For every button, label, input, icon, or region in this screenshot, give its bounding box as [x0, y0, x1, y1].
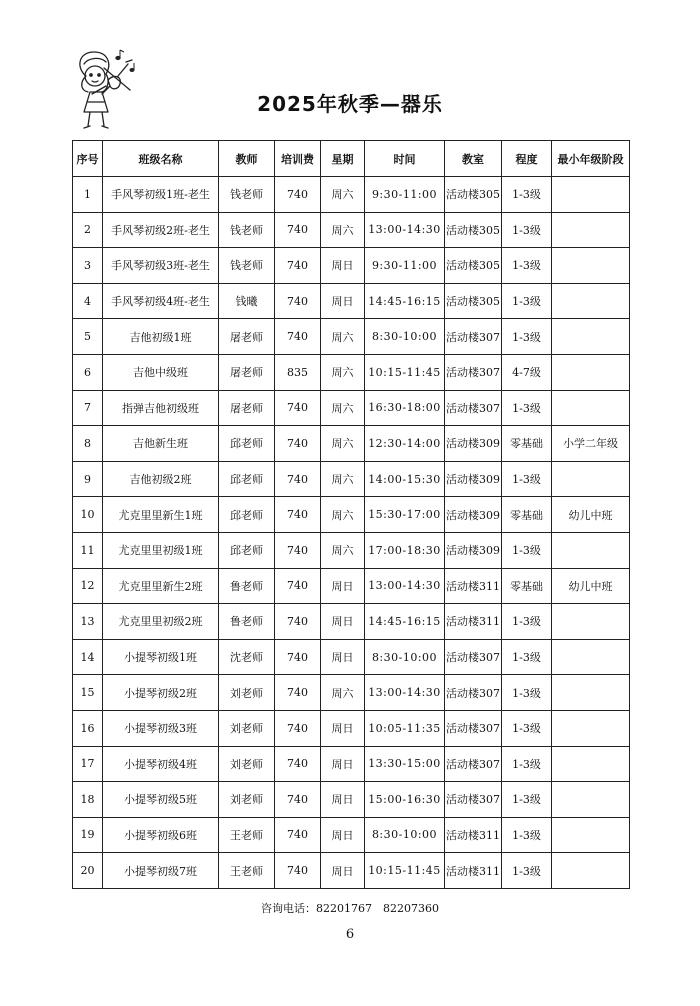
teacher-name-cell: 邱老师: [219, 497, 275, 533]
level-cell: 1-3级: [502, 532, 552, 568]
table-row: [73, 639, 630, 675]
level-cell: 零基础: [502, 497, 552, 533]
fee-cell: 740: [275, 568, 321, 604]
level-cell: 1-3级: [502, 675, 552, 711]
weekday-cell: 周六: [321, 497, 365, 533]
classroom-cell: 活动楼309: [445, 532, 502, 568]
fee-cell: 740: [275, 639, 321, 675]
class-name-cell: 尤克里里新生1班: [103, 497, 219, 533]
min-grade-cell: [552, 390, 630, 426]
table-row: [73, 604, 630, 640]
classroom-cell: 活动楼307: [445, 354, 502, 390]
classroom-cell: 活动楼307: [445, 710, 502, 746]
level-cell: 4-7级: [502, 354, 552, 390]
table-row: [73, 782, 630, 818]
weekday-cell: 周六: [321, 212, 365, 248]
fee-cell: 740: [275, 283, 321, 319]
teacher-name-cell: 沈老师: [219, 639, 275, 675]
min-grade-cell: [552, 746, 630, 782]
weekday-cell: 周日: [321, 817, 365, 853]
class-name-cell: 小提琴初级3班: [103, 710, 219, 746]
contact-phone: 咨询电话：82201767 82207360: [261, 902, 439, 915]
time-range-cell: 9:30-11:00: [365, 177, 445, 213]
time-range-cell: 10:05-11:35: [365, 710, 445, 746]
fee-cell: 740: [275, 675, 321, 711]
fee-cell: 740: [275, 817, 321, 853]
teacher-name-cell: 刘老师: [219, 675, 275, 711]
col-header-classroom: 教室: [445, 141, 502, 177]
classroom-cell: 活动楼305: [445, 248, 502, 284]
weekday-cell: 周六: [321, 532, 365, 568]
fee-cell: 740: [275, 177, 321, 213]
weekday-cell: 周六: [321, 354, 365, 390]
level-cell: 1-3级: [502, 817, 552, 853]
time-range-cell: 9:30-11:00: [365, 248, 445, 284]
classroom-cell: 活动楼311: [445, 853, 502, 889]
table-row: [73, 354, 630, 390]
row-number-cell: 6: [73, 354, 103, 390]
time-range-cell: 16:30-18:00: [365, 390, 445, 426]
col-header-time: 时间: [365, 141, 445, 177]
level-cell: 1-3级: [502, 283, 552, 319]
table-row: [73, 177, 630, 213]
teacher-name-cell: 钱老师: [219, 212, 275, 248]
level-cell: 1-3级: [502, 390, 552, 426]
col-header-min-grade: 最小年级阶段: [552, 141, 630, 177]
level-cell: 1-3级: [502, 782, 552, 818]
class-name-cell: 吉他中级班: [103, 354, 219, 390]
table-row: [73, 568, 630, 604]
row-number-cell: 12: [73, 568, 103, 604]
class-name-cell: 手风琴初级4班-老生: [103, 283, 219, 319]
time-range-cell: 17:00-18:30: [365, 532, 445, 568]
level-cell: 零基础: [502, 426, 552, 462]
teacher-name-cell: 屠老师: [219, 319, 275, 355]
min-grade-cell: [552, 319, 630, 355]
teacher-name-cell: 王老师: [219, 853, 275, 889]
time-range-cell: 10:15-11:45: [365, 853, 445, 889]
weekday-cell: 周日: [321, 248, 365, 284]
min-grade-cell: [552, 532, 630, 568]
time-range-cell: 12:30-14:00: [365, 426, 445, 462]
table-row: [73, 248, 630, 284]
fee-cell: 740: [275, 746, 321, 782]
time-range-cell: 13:00-14:30: [365, 675, 445, 711]
table-row: [73, 212, 630, 248]
level-cell: 1-3级: [502, 604, 552, 640]
teacher-name-cell: 鲁老师: [219, 604, 275, 640]
min-grade-cell: [552, 248, 630, 284]
min-grade-cell: 幼儿中班: [552, 497, 630, 533]
min-grade-cell: [552, 710, 630, 746]
min-grade-cell: [552, 853, 630, 889]
weekday-cell: 周六: [321, 177, 365, 213]
table-row: [73, 283, 630, 319]
class-name-cell: 尤克里里初级2班: [103, 604, 219, 640]
col-header-weekday: 星期: [321, 141, 365, 177]
class-name-cell: 小提琴初级7班: [103, 853, 219, 889]
table-row: [73, 853, 630, 889]
col-header-class-name: 班级名称: [103, 141, 219, 177]
page-number: 6: [345, 927, 355, 942]
table-header-row: [73, 141, 630, 177]
row-number-cell: 1: [73, 177, 103, 213]
fee-cell: 740: [275, 710, 321, 746]
teacher-name-cell: 刘老师: [219, 782, 275, 818]
level-cell: 1-3级: [502, 177, 552, 213]
page-title: 2025年秋季—器乐: [257, 92, 443, 116]
teacher-name-cell: 钱老师: [219, 177, 275, 213]
classroom-cell: 活动楼307: [445, 639, 502, 675]
col-header-fee: 培训费: [275, 141, 321, 177]
classroom-cell: 活动楼311: [445, 604, 502, 640]
fee-cell: 740: [275, 497, 321, 533]
teacher-name-cell: 邱老师: [219, 461, 275, 497]
min-grade-cell: [552, 782, 630, 818]
row-number-cell: 15: [73, 675, 103, 711]
level-cell: 1-3级: [502, 710, 552, 746]
time-range-cell: 13:30-15:00: [365, 746, 445, 782]
class-name-cell: 小提琴初级1班: [103, 639, 219, 675]
col-header-number: 序号: [73, 141, 103, 177]
fee-cell: 740: [275, 319, 321, 355]
fee-cell: 740: [275, 248, 321, 284]
weekday-cell: 周日: [321, 853, 365, 889]
table-row: [73, 532, 630, 568]
row-number-cell: 14: [73, 639, 103, 675]
min-grade-cell: [552, 461, 630, 497]
table-row: [73, 817, 630, 853]
weekday-cell: 周日: [321, 746, 365, 782]
row-number-cell: 11: [73, 532, 103, 568]
row-number-cell: 10: [73, 497, 103, 533]
row-number-cell: 13: [73, 604, 103, 640]
time-range-cell: 14:45-16:15: [365, 604, 445, 640]
teacher-name-cell: 邱老师: [219, 532, 275, 568]
time-range-cell: 10:15-11:45: [365, 354, 445, 390]
fee-cell: 740: [275, 426, 321, 462]
time-range-cell: 14:00-15:30: [365, 461, 445, 497]
col-header-level: 程度: [502, 141, 552, 177]
table-row: [73, 319, 630, 355]
min-grade-cell: [552, 354, 630, 390]
class-name-cell: 吉他初级1班: [103, 319, 219, 355]
weekday-cell: 周日: [321, 782, 365, 818]
teacher-name-cell: 刘老师: [219, 746, 275, 782]
row-number-cell: 5: [73, 319, 103, 355]
min-grade-cell: [552, 283, 630, 319]
level-cell: 1-3级: [502, 853, 552, 889]
weekday-cell: 周六: [321, 675, 365, 711]
class-name-cell: 指弹吉他初级班: [103, 390, 219, 426]
level-cell: 1-3级: [502, 461, 552, 497]
min-grade-cell: [552, 177, 630, 213]
classroom-cell: 活动楼309: [445, 426, 502, 462]
fee-cell: 740: [275, 853, 321, 889]
col-header-teacher: 教师: [219, 141, 275, 177]
level-cell: 1-3级: [502, 639, 552, 675]
schedule-table: [72, 140, 630, 889]
table-row: [73, 461, 630, 497]
fee-cell: 740: [275, 390, 321, 426]
weekday-cell: 周六: [321, 461, 365, 497]
row-number-cell: 2: [73, 212, 103, 248]
fee-cell: 740: [275, 782, 321, 818]
min-grade-cell: [552, 675, 630, 711]
classroom-cell: 活动楼307: [445, 319, 502, 355]
time-range-cell: 14:45-16:15: [365, 283, 445, 319]
fee-cell: 740: [275, 532, 321, 568]
level-cell: 1-3级: [502, 319, 552, 355]
class-name-cell: 小提琴初级4班: [103, 746, 219, 782]
class-name-cell: 吉他初级2班: [103, 461, 219, 497]
time-range-cell: 8:30-10:00: [365, 639, 445, 675]
class-name-cell: 小提琴初级5班: [103, 782, 219, 818]
classroom-cell: 活动楼309: [445, 497, 502, 533]
teacher-name-cell: 王老师: [219, 817, 275, 853]
weekday-cell: 周日: [321, 283, 365, 319]
table-row: [73, 497, 630, 533]
class-name-cell: 小提琴初级2班: [103, 675, 219, 711]
table-row: [73, 710, 630, 746]
row-number-cell: 20: [73, 853, 103, 889]
fee-cell: 740: [275, 604, 321, 640]
row-number-cell: 9: [73, 461, 103, 497]
classroom-cell: 活动楼311: [445, 568, 502, 604]
level-cell: 零基础: [502, 568, 552, 604]
row-number-cell: 3: [73, 248, 103, 284]
classroom-cell: 活动楼305: [445, 283, 502, 319]
teacher-name-cell: 邱老师: [219, 426, 275, 462]
classroom-cell: 活动楼309: [445, 461, 502, 497]
teacher-name-cell: 刘老师: [219, 710, 275, 746]
weekday-cell: 周六: [321, 319, 365, 355]
level-cell: 1-3级: [502, 248, 552, 284]
weekday-cell: 周日: [321, 639, 365, 675]
min-grade-cell: 幼儿中班: [552, 568, 630, 604]
row-number-cell: 4: [73, 283, 103, 319]
weekday-cell: 周六: [321, 390, 365, 426]
table-row: [73, 426, 630, 462]
table-row: [73, 746, 630, 782]
class-name-cell: 吉他新生班: [103, 426, 219, 462]
row-number-cell: 19: [73, 817, 103, 853]
teacher-name-cell: 屠老师: [219, 390, 275, 426]
teacher-name-cell: 钱老师: [219, 248, 275, 284]
min-grade-cell: [552, 639, 630, 675]
teacher-name-cell: 钱曦: [219, 283, 275, 319]
class-name-cell: 尤克里里新生2班: [103, 568, 219, 604]
class-name-cell: 小提琴初级6班: [103, 817, 219, 853]
time-range-cell: 15:00-16:30: [365, 782, 445, 818]
class-name-cell: 尤克里里初级1班: [103, 532, 219, 568]
fee-cell: 740: [275, 461, 321, 497]
row-number-cell: 7: [73, 390, 103, 426]
row-number-cell: 16: [73, 710, 103, 746]
min-grade-cell: 小学二年级: [552, 426, 630, 462]
weekday-cell: 周六: [321, 426, 365, 462]
row-number-cell: 18: [73, 782, 103, 818]
time-range-cell: 13:00-14:30: [365, 212, 445, 248]
class-name-cell: 手风琴初级2班-老生: [103, 212, 219, 248]
time-range-cell: 13:00-14:30: [365, 568, 445, 604]
weekday-cell: 周日: [321, 568, 365, 604]
teacher-name-cell: 鲁老师: [219, 568, 275, 604]
class-name-cell: 手风琴初级3班-老生: [103, 248, 219, 284]
level-cell: 1-3级: [502, 212, 552, 248]
min-grade-cell: [552, 604, 630, 640]
row-number-cell: 17: [73, 746, 103, 782]
row-number-cell: 8: [73, 426, 103, 462]
classroom-cell: 活动楼311: [445, 817, 502, 853]
class-name-cell: 手风琴初级1班-老生: [103, 177, 219, 213]
level-cell: 1-3级: [502, 746, 552, 782]
time-range-cell: 15:30-17:00: [365, 497, 445, 533]
table-row: [73, 390, 630, 426]
min-grade-cell: [552, 212, 630, 248]
fee-cell: 740: [275, 212, 321, 248]
fee-cell: 835: [275, 354, 321, 390]
teacher-name-cell: 屠老师: [219, 354, 275, 390]
min-grade-cell: [552, 817, 630, 853]
weekday-cell: 周日: [321, 604, 365, 640]
classroom-cell: 活动楼305: [445, 177, 502, 213]
time-range-cell: 8:30-10:00: [365, 817, 445, 853]
classroom-cell: 活动楼307: [445, 746, 502, 782]
time-range-cell: 8:30-10:00: [365, 319, 445, 355]
classroom-cell: 活动楼307: [445, 782, 502, 818]
classroom-cell: 活动楼307: [445, 390, 502, 426]
classroom-cell: 活动楼307: [445, 675, 502, 711]
table-row: [73, 675, 630, 711]
classroom-cell: 活动楼305: [445, 212, 502, 248]
weekday-cell: 周日: [321, 710, 365, 746]
